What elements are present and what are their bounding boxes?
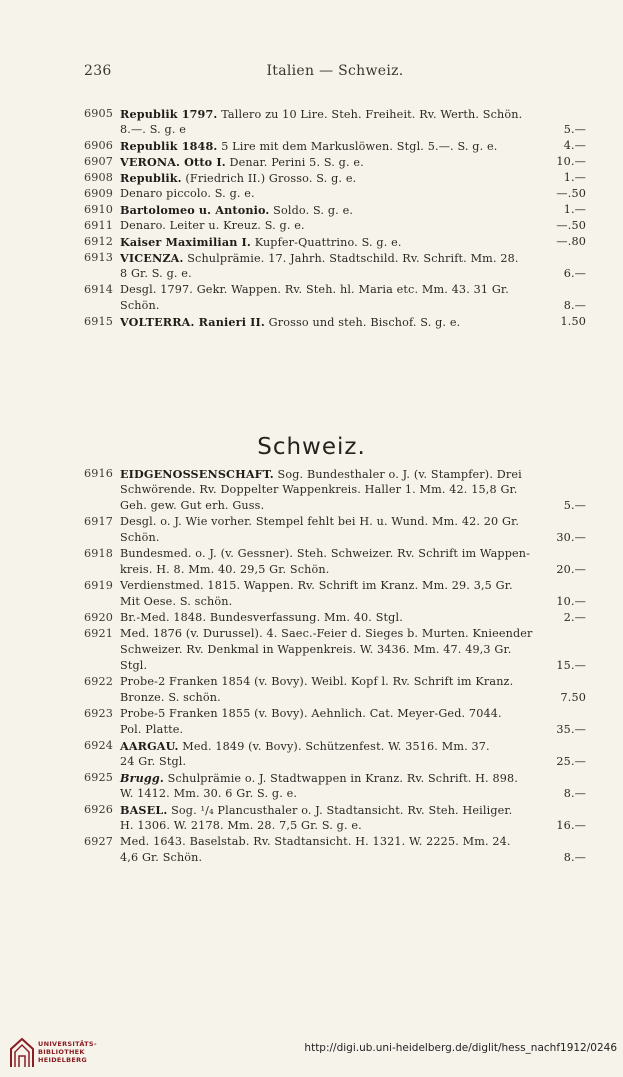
lot-line	[120, 850, 586, 866]
lot-entry	[84, 202, 586, 218]
lot-price: 1.—	[563, 203, 586, 216]
lot-price: 4.—	[563, 139, 586, 152]
lot-description: Schwörende. Rv. Doppelter Wappenkreis. Haller 1. Mm. 42. 15,8 Gr.	[120, 483, 518, 496]
lot-entry	[84, 626, 586, 674]
lot-entry	[84, 250, 586, 282]
lot-description: 24 Gr. Stgl.	[120, 755, 187, 768]
lot-line	[120, 234, 586, 250]
lot-line	[120, 314, 586, 330]
lot-entry	[84, 170, 586, 186]
lot-number: 6911	[84, 219, 114, 232]
lot-price: 8.—	[563, 299, 586, 312]
running-title: Italien — Schweiz.	[266, 63, 404, 79]
lot-line	[120, 642, 586, 658]
lot-number: 6907	[84, 155, 114, 168]
lot-line	[120, 154, 586, 170]
lot-entry	[84, 106, 586, 138]
lot-entry	[84, 514, 586, 546]
lot-description: Geh. gew. Gut erh. Guss.	[120, 499, 265, 512]
lot-entry	[84, 546, 586, 578]
lot-list-italien	[84, 106, 586, 330]
lot-number: 6923	[84, 707, 114, 720]
lot-price: —.50	[556, 187, 586, 200]
lot-line	[120, 834, 586, 850]
lot-description: Tallero zu 10 Lire. Steh. Freiheit. Rv. Werth. Schön.	[217, 108, 523, 121]
lot-line	[120, 754, 586, 770]
lot-heading: BASEL.	[120, 803, 168, 817]
lot-price: 1.50	[560, 315, 586, 328]
lot-entry	[84, 314, 586, 330]
lot-description: Desgl. o. J. Wie vorher. Stempel fehlt bei H. u. Wund. Mm. 42. 20 Gr.	[120, 515, 520, 528]
lot-description: 8 Gr. S. g. e.	[120, 267, 192, 280]
institution-line: UNIVERSITÄTS-	[38, 1040, 97, 1048]
lot-description: Mit Oese. S. schön.	[120, 595, 233, 608]
lot-line	[120, 498, 586, 514]
lot-description: Sog. ¹/₄ Plancusthaler o. J. Stadtansicht. Rv. Steh. Heiliger.	[167, 804, 513, 817]
lot-description: kreis. H. 8. Mm. 40. 29,5 Gr. Schön.	[120, 563, 330, 576]
lot-line	[120, 250, 586, 266]
lot-entry	[84, 802, 586, 834]
lot-line	[120, 674, 586, 690]
lot-description: Schön.	[120, 531, 160, 544]
lot-entry	[84, 770, 586, 802]
lot-number: 6914	[84, 283, 114, 296]
lot-price: 16.—	[556, 819, 586, 832]
lot-entry	[84, 674, 586, 706]
lot-line	[120, 106, 586, 122]
lot-entry	[84, 234, 586, 250]
lot-number: 6925	[84, 771, 114, 784]
lot-heading: Republik 1848.	[120, 139, 218, 153]
lot-list-schweiz	[84, 466, 586, 866]
lot-number: 6913	[84, 251, 114, 264]
lot-line	[120, 594, 586, 610]
lot-line	[120, 770, 586, 786]
lot-description: Schulprämie o. J. Stadtwappen in Kranz. Rv. Schrift. H. 898.	[163, 772, 518, 785]
lot-number: 6910	[84, 203, 114, 216]
lot-heading: Bartolomeo u. Antonio.	[120, 203, 270, 217]
lot-heading: AARGAU.	[120, 739, 179, 753]
lot-number: 6908	[84, 171, 114, 184]
lot-description: Probe-2 Franken 1854 (v. Bovy). Weibl. Kopf l. Rv. Schrift im Kranz.	[120, 675, 514, 688]
permalink-url[interactable]: http://digi.ub.uni-heidelberg.de/diglit/hess_nachf1912/0246	[304, 1042, 617, 1054]
lot-heading: Republik 1797.	[120, 107, 218, 121]
lot-heading: Brugg.	[120, 771, 164, 785]
lot-line	[120, 514, 586, 530]
lot-line	[120, 202, 586, 218]
lot-number: 6924	[84, 739, 114, 752]
lot-line	[120, 626, 586, 642]
lot-line	[120, 786, 586, 802]
lot-description: H. 1306. W. 2178. Mm. 28. 7,5 Gr. S. g. e.	[120, 819, 362, 832]
lot-price: —.80	[556, 235, 586, 248]
library-seal-icon	[8, 1037, 36, 1069]
lot-price: 10.—	[556, 595, 586, 608]
lot-number: 6909	[84, 187, 114, 200]
lot-price: 15.—	[556, 659, 586, 672]
lot-number: 6905	[84, 107, 114, 120]
lot-heading: Kaiser Maximilian I.	[120, 235, 251, 249]
lot-line	[120, 722, 586, 738]
lot-description: 8.—. S. g. e	[120, 123, 187, 136]
lot-price: 2.—	[563, 611, 586, 624]
lot-price: 8.—	[563, 787, 586, 800]
lot-line	[120, 482, 586, 498]
lot-description: Schön.	[120, 299, 160, 312]
lot-heading: VICENZA.	[120, 251, 184, 265]
lot-entry	[84, 218, 586, 234]
lot-number: 6922	[84, 675, 114, 688]
lot-description: Denaro piccolo. S. g. e.	[120, 187, 255, 200]
lot-line	[120, 610, 586, 626]
lot-line	[120, 802, 586, 818]
lot-description: (Friedrich II.) Grosso. S. g. e.	[181, 172, 357, 185]
lot-line	[120, 122, 586, 138]
lot-line	[120, 282, 586, 298]
lot-price: 8.—	[563, 851, 586, 864]
lot-description: Pol. Platte.	[120, 723, 184, 736]
lot-description: Sog. Bundesthaler o. J. (v. Stampfer). Drei	[273, 468, 522, 481]
lot-entry	[84, 186, 586, 202]
institution-name	[38, 1040, 97, 1064]
lot-line	[120, 706, 586, 722]
lot-description: Bundesmed. o. J. (v. Gessner). Steh. Schweizer. Rv. Schrift im Wappen-	[120, 547, 531, 560]
lot-number: 6921	[84, 627, 114, 640]
lot-price: 6.—	[563, 267, 586, 280]
lot-number: 6927	[84, 835, 114, 848]
lot-price: 30.—	[556, 531, 586, 544]
lot-description: Probe-5 Franken 1855 (v. Bovy). Aehnlich. Cat. Meyer-Ged. 7044.	[120, 707, 502, 720]
lot-price: —.50	[556, 219, 586, 232]
lot-description: Kupfer-Quattrino. S. g. e.	[250, 236, 402, 249]
lot-description: W. 1412. Mm. 30. 6 Gr. S. g. e.	[120, 787, 298, 800]
lot-line	[120, 530, 586, 546]
lot-description: Soldo. S. g. e.	[269, 204, 354, 217]
lot-price: 25.—	[556, 755, 586, 768]
lot-entry	[84, 466, 586, 514]
institution-line: HEIDELBERG	[38, 1056, 88, 1064]
page-header	[84, 63, 586, 83]
lot-number: 6912	[84, 235, 114, 248]
lot-number: 6917	[84, 515, 114, 528]
lot-entry	[84, 578, 586, 610]
lot-price: 1.—	[563, 171, 586, 184]
lot-line	[120, 562, 586, 578]
lot-price: 7.50	[560, 691, 586, 704]
lot-line	[120, 266, 586, 282]
lot-heading: EIDGENOSSENSCHAFT.	[120, 467, 274, 481]
lot-entry	[84, 834, 586, 866]
lot-line	[120, 138, 586, 154]
lot-line	[120, 690, 586, 706]
lot-price: 35.—	[556, 723, 586, 736]
lot-description: Med. 1849 (v. Bovy). Schützenfest. W. 3516. Mm. 37.	[178, 740, 490, 753]
lot-number: 6916	[84, 467, 114, 480]
lot-description: Denaro. Leiter u. Kreuz. S. g. e.	[120, 219, 305, 232]
lot-description: Schweizer. Rv. Denkmal in Wappenkreis. W. 3436. Mm. 47. 49,3 Gr.	[120, 643, 512, 656]
lot-number: 6919	[84, 579, 114, 592]
lot-line	[120, 170, 586, 186]
lot-line	[120, 298, 586, 314]
lot-line	[120, 546, 586, 562]
lot-description: Desgl. 1797. Gekr. Wappen. Rv. Steh. hl. Maria etc. Mm. 43. 31 Gr.	[120, 283, 509, 296]
lot-description: Denar. Perini 5. S. g. e.	[225, 156, 364, 169]
lot-line	[120, 218, 586, 234]
lot-description: Med. 1876 (v. Durussel). 4. Saec.-Feier d. Sieges b. Murten. Knieender	[120, 627, 533, 640]
lot-line	[120, 818, 586, 834]
lot-line	[120, 738, 586, 754]
lot-description: Schulprämie. 17. Jahrh. Stadtschild. Rv. Schrift. Mm. 28.	[183, 252, 519, 265]
lot-description: Bronze. S. schön.	[120, 691, 221, 704]
lot-line	[120, 186, 586, 202]
lot-price: 10.—	[556, 155, 586, 168]
lot-line	[120, 658, 586, 674]
lot-number: 6926	[84, 803, 114, 816]
lot-line	[120, 578, 586, 594]
section-title: Schweiz.	[257, 434, 366, 460]
page-number: 236	[84, 63, 112, 79]
lot-price: 5.—	[563, 499, 586, 512]
lot-entry	[84, 610, 586, 626]
lot-description: Verdienstmed. 1815. Wappen. Rv. Schrift im Kranz. Mm. 29. 3,5 Gr.	[120, 579, 513, 592]
page-footer	[0, 1023, 623, 1077]
lot-description: Stgl.	[120, 659, 148, 672]
lot-number: 6906	[84, 139, 114, 152]
lot-heading: VOLTERRA. Ranieri II.	[120, 315, 265, 329]
lot-description: Br.-Med. 1848. Bundesverfassung. Mm. 40. Stgl.	[120, 611, 403, 624]
lot-heading: Republik.	[120, 171, 182, 185]
lot-entry	[84, 738, 586, 770]
lot-entry	[84, 706, 586, 738]
lot-description: Med. 1643. Baselstab. Rv. Stadtansicht. H. 1321. W. 2225. Mm. 24.	[120, 835, 511, 848]
lot-price: 20.—	[556, 563, 586, 576]
lot-price: 5.—	[563, 123, 586, 136]
lot-entry	[84, 154, 586, 170]
lot-entry	[84, 282, 586, 314]
lot-description: Grosso und steh. Bischof. S. g. e.	[264, 316, 461, 329]
lot-number: 6920	[84, 611, 114, 624]
institution-line: BIBLIOTHEK	[38, 1048, 85, 1056]
lot-description: 5 Lire mit dem Markuslöwen. Stgl. 5.—. S. g. e.	[217, 140, 498, 153]
lot-description: 4,6 Gr. Schön.	[120, 851, 203, 864]
lot-number: 6918	[84, 547, 114, 560]
lot-entry	[84, 138, 586, 154]
lot-heading: VERONA. Otto I.	[120, 155, 226, 169]
lot-line	[120, 466, 586, 482]
lot-number: 6915	[84, 315, 114, 328]
